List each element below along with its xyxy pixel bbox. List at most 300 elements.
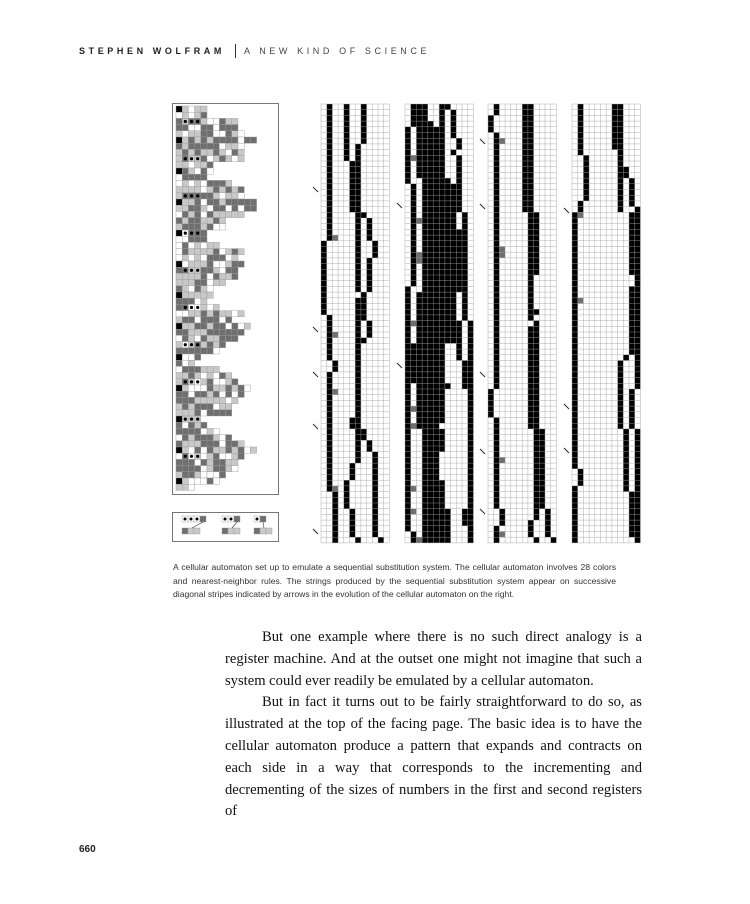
substitution-cell — [207, 397, 213, 403]
automaton-cell — [372, 514, 378, 520]
automaton-cell — [522, 144, 528, 150]
automaton-cell — [445, 338, 451, 344]
automaton-cell — [534, 480, 540, 486]
automaton-cell — [422, 469, 428, 475]
automaton-cell — [372, 497, 378, 503]
substitution-cell — [213, 397, 219, 403]
automaton-cell — [416, 110, 422, 116]
automaton-cell — [462, 292, 468, 298]
automaton-cell — [468, 355, 474, 361]
substitution-cell — [244, 205, 250, 211]
automaton-cell — [635, 492, 641, 498]
automaton-cell — [416, 355, 422, 361]
automaton-cell — [355, 258, 361, 264]
automaton-cell — [355, 304, 361, 310]
automaton-cell — [439, 486, 445, 492]
automaton-cell — [428, 161, 434, 167]
automaton-cell — [327, 440, 333, 446]
diagonal-arrow — [564, 448, 569, 453]
automaton-cell — [629, 520, 635, 526]
automaton-cell — [572, 435, 578, 441]
substitution-cell — [182, 125, 188, 131]
automaton-cell — [534, 252, 540, 258]
automaton-cell — [321, 309, 327, 315]
substitution-cell — [207, 323, 213, 329]
automaton-cell — [445, 235, 451, 241]
automaton-cell — [422, 349, 428, 355]
substitution-cell — [188, 261, 194, 267]
automaton-cell — [327, 372, 333, 378]
automaton-cell — [367, 218, 373, 224]
automaton-cell — [355, 241, 361, 247]
automaton-cell — [428, 526, 434, 532]
automaton-cell — [451, 121, 457, 127]
automaton-cell — [623, 486, 629, 492]
substitution-cell — [188, 466, 194, 472]
substitution-cell — [207, 205, 213, 211]
automaton-cell — [456, 321, 462, 327]
automaton-cell — [635, 212, 641, 218]
automaton-cell — [321, 241, 327, 247]
substitution-cell — [207, 242, 213, 248]
substitution-cell — [188, 335, 194, 341]
automaton-cell — [451, 332, 457, 338]
substitution-cell — [201, 335, 207, 341]
automaton-cell — [428, 497, 434, 503]
automaton-cell — [350, 418, 356, 424]
automaton-cell — [534, 492, 540, 498]
substitution-cell — [188, 205, 194, 211]
substitution-cell — [213, 478, 219, 484]
marker-dot — [196, 418, 199, 421]
substitution-cell — [213, 193, 219, 199]
automaton-cell — [583, 172, 589, 178]
automaton-cell — [361, 110, 367, 116]
automaton-cell — [411, 258, 417, 264]
marker-dot — [196, 306, 199, 309]
automaton-cell — [583, 161, 589, 167]
automaton-cell — [439, 366, 445, 372]
automaton-cell — [528, 155, 534, 161]
automaton-cell — [456, 167, 462, 173]
substitution-cell — [195, 317, 201, 323]
rule-output-cell — [222, 528, 228, 534]
automaton-cell — [462, 315, 468, 321]
automaton-cell — [428, 218, 434, 224]
automaton-cell — [439, 509, 445, 515]
automaton-cell — [434, 423, 440, 429]
automaton-cell — [534, 429, 540, 435]
automaton-cell — [522, 161, 528, 167]
automaton-cell — [422, 343, 428, 349]
substitution-cell — [188, 149, 194, 155]
substitution-cell — [201, 249, 207, 255]
automaton-cell — [422, 138, 428, 144]
automaton-cell — [572, 509, 578, 515]
substitution-cell — [201, 286, 207, 292]
automaton-cell — [445, 104, 451, 110]
automaton-cell — [618, 361, 624, 367]
substitution-cell — [182, 187, 188, 193]
automaton-cell — [572, 292, 578, 298]
automaton-cell — [439, 526, 445, 532]
automaton-cell — [635, 475, 641, 481]
automaton-cell — [355, 406, 361, 412]
automaton-cell — [332, 526, 338, 532]
substitution-cell — [201, 459, 207, 465]
automaton-cell — [612, 104, 618, 110]
automaton-cell — [416, 326, 422, 332]
automaton-cell — [422, 429, 428, 435]
automaton-cell — [355, 207, 361, 213]
automaton-cell — [468, 532, 474, 538]
automaton-cell — [528, 241, 534, 247]
automaton-cell — [534, 537, 540, 543]
automaton-cell — [534, 469, 540, 475]
automaton-cell — [327, 121, 333, 127]
automaton-cell — [494, 537, 500, 543]
substitution-cell — [176, 348, 182, 354]
automaton-cell — [499, 457, 505, 463]
automaton-cell — [434, 161, 440, 167]
substitution-cell — [195, 149, 201, 155]
automaton-cell — [629, 343, 635, 349]
substitution-cell — [182, 273, 188, 279]
automaton-cell — [344, 110, 350, 116]
substitution-cell — [182, 137, 188, 143]
automaton-cell — [355, 349, 361, 355]
automaton-cell — [572, 537, 578, 543]
substitution-cell — [207, 249, 213, 255]
substitution-cell — [195, 298, 201, 304]
automaton-cell — [367, 446, 373, 452]
automaton-cell — [451, 241, 457, 247]
automaton-cell — [422, 509, 428, 515]
automaton-cell — [494, 190, 500, 196]
automaton-cell — [528, 520, 534, 526]
automaton-cell — [434, 475, 440, 481]
substitution-cell — [232, 255, 238, 261]
substitution-cell — [182, 211, 188, 217]
substitution-cell — [188, 286, 194, 292]
substitution-cell — [195, 280, 201, 286]
automaton-cell — [494, 161, 500, 167]
substitution-cell — [213, 348, 219, 354]
automaton-cell — [327, 138, 333, 144]
automaton-cell — [416, 361, 422, 367]
automaton-cell — [572, 497, 578, 503]
substitution-cell — [226, 404, 232, 410]
rule-dot — [196, 518, 199, 521]
automaton-cell — [583, 155, 589, 161]
automaton-cell — [327, 207, 333, 213]
automaton-cell — [468, 486, 474, 492]
automaton-cell — [439, 537, 445, 543]
automaton-cell — [422, 258, 428, 264]
automaton-cell — [629, 178, 635, 184]
automaton-cell — [422, 326, 428, 332]
substitution-cell — [182, 410, 188, 416]
automaton-cell — [572, 463, 578, 469]
automaton-cell — [321, 286, 327, 292]
marker-dot — [184, 194, 187, 197]
automaton-cell — [534, 326, 540, 332]
automaton-cell — [372, 247, 378, 253]
diagonal-arrow — [313, 187, 318, 192]
marker-dot — [196, 120, 199, 123]
substitution-cell — [226, 211, 232, 217]
automaton-cell — [494, 475, 500, 481]
substitution-cell — [219, 447, 225, 453]
substitution-cell — [188, 180, 194, 186]
automaton-cell — [416, 378, 422, 384]
substitution-cell — [238, 149, 244, 155]
substitution-cell — [207, 137, 213, 143]
automaton-cell — [355, 281, 361, 287]
automaton-cell — [428, 389, 434, 395]
automaton-cell — [416, 372, 422, 378]
substitution-cell — [188, 112, 194, 118]
substitution-cell — [226, 385, 232, 391]
automaton-cell — [468, 349, 474, 355]
substitution-cell — [195, 391, 201, 397]
substitution-cell — [182, 218, 188, 224]
automaton-cell — [451, 269, 457, 275]
automaton-cell — [439, 355, 445, 361]
substitution-cell — [176, 280, 182, 286]
automaton-cell — [422, 355, 428, 361]
automaton-cell — [456, 201, 462, 207]
substitution-cell — [176, 205, 182, 211]
automaton-cell — [355, 418, 361, 424]
automaton-cell — [545, 514, 551, 520]
substitution-cell — [232, 131, 238, 137]
automaton-cell — [528, 366, 534, 372]
automaton-cell — [367, 440, 373, 446]
automaton-cell — [629, 201, 635, 207]
automaton-cell — [405, 378, 411, 384]
automaton-cell — [462, 241, 468, 247]
automaton-cell — [372, 252, 378, 258]
automaton-cell — [422, 155, 428, 161]
automaton-cell — [456, 178, 462, 184]
automaton-cell — [327, 167, 333, 173]
automaton-cell — [428, 378, 434, 384]
automaton-cell — [428, 486, 434, 492]
automaton-cell — [405, 469, 411, 475]
substitution-cell — [207, 211, 213, 217]
substitution-cell — [195, 242, 201, 248]
automaton-cell — [321, 258, 327, 264]
substitution-cell — [195, 335, 201, 341]
automaton-cell — [572, 326, 578, 332]
substitution-cell — [188, 459, 194, 465]
automaton-cell — [635, 292, 641, 298]
automaton-cell — [528, 144, 534, 150]
rule-output-cell — [188, 528, 194, 534]
automaton-cell — [572, 252, 578, 258]
automaton-cell — [522, 138, 528, 144]
substitution-cell — [219, 273, 225, 279]
automaton-cell — [618, 395, 624, 401]
substitution-cell — [188, 199, 194, 205]
automaton-cell — [422, 412, 428, 418]
automaton-cell — [428, 201, 434, 207]
automaton-cell — [572, 532, 578, 538]
automaton-cell — [534, 395, 540, 401]
automaton-cell — [635, 315, 641, 321]
automaton-cell — [355, 212, 361, 218]
automaton-cell — [445, 321, 451, 327]
automaton-cell — [332, 532, 338, 538]
automaton-cell — [528, 383, 534, 389]
automaton-cell — [629, 526, 635, 532]
automaton-cell — [422, 526, 428, 532]
automaton-cell — [327, 486, 333, 492]
automaton-cell — [428, 514, 434, 520]
automaton-cell — [439, 235, 445, 241]
automaton-cell — [327, 172, 333, 178]
automaton-cell — [372, 480, 378, 486]
automaton-cell — [635, 366, 641, 372]
substitution-cell — [176, 249, 182, 255]
substitution-cell — [201, 230, 207, 236]
automaton-cell — [422, 235, 428, 241]
automaton-cell — [411, 224, 417, 230]
rule-dot — [230, 518, 233, 521]
automaton-cell — [355, 264, 361, 270]
automaton-cell — [428, 178, 434, 184]
substitution-cell — [201, 125, 207, 131]
marker-dot — [190, 120, 193, 123]
substitution-cell — [207, 373, 213, 379]
substitution-cell — [195, 273, 201, 279]
substitution-cell — [182, 280, 188, 286]
substitution-cell — [195, 354, 201, 360]
substitution-cell — [182, 162, 188, 168]
automaton-cell — [618, 150, 624, 156]
substitution-cell — [195, 131, 201, 137]
automaton-cell — [439, 298, 445, 304]
automaton-cell — [494, 338, 500, 344]
substitution-cell — [226, 118, 232, 124]
automaton-cell — [528, 138, 534, 144]
automaton-cell — [411, 275, 417, 281]
automaton-cell — [350, 532, 356, 538]
automaton-cell — [572, 224, 578, 230]
substitution-cell — [213, 156, 219, 162]
automaton-cell — [428, 133, 434, 139]
substitution-cell — [238, 193, 244, 199]
substitution-cell — [232, 205, 238, 211]
automaton-cell — [522, 104, 528, 110]
automaton-cell — [439, 292, 445, 298]
automaton-cell — [534, 258, 540, 264]
automaton-cell — [439, 338, 445, 344]
substitution-cell — [219, 156, 225, 162]
substitution-cell — [195, 385, 201, 391]
automaton-cell — [635, 463, 641, 469]
substitution-cell — [176, 180, 182, 186]
automaton-cell — [434, 167, 440, 173]
automaton-cell — [545, 509, 551, 515]
automaton-cell — [539, 457, 545, 463]
automaton-cell — [422, 361, 428, 367]
automaton-cell — [422, 440, 428, 446]
automaton-cell — [439, 383, 445, 389]
automaton-cell — [635, 235, 641, 241]
automaton-cell — [528, 275, 534, 281]
automaton-cell — [411, 264, 417, 270]
automaton-cell — [428, 172, 434, 178]
automaton-cell — [327, 412, 333, 418]
automaton-cell — [534, 378, 540, 384]
automaton-cell — [572, 298, 578, 304]
automaton-cell — [468, 406, 474, 412]
automaton-cell — [445, 258, 451, 264]
substitution-cell — [201, 385, 207, 391]
substitution-cell — [238, 249, 244, 255]
automaton-cell — [494, 212, 500, 218]
substitution-cell — [176, 267, 182, 273]
automaton-cell — [635, 281, 641, 287]
automaton-cell — [434, 395, 440, 401]
automaton-cell — [428, 247, 434, 253]
marker-dot — [190, 157, 193, 160]
automaton-cell — [445, 229, 451, 235]
substitution-cell — [232, 459, 238, 465]
automaton-cell — [488, 121, 494, 127]
automaton-cell — [428, 252, 434, 258]
automaton-cell — [445, 281, 451, 287]
substitution-cell — [201, 131, 207, 137]
automaton-cell — [355, 400, 361, 406]
automaton-cell — [416, 155, 422, 161]
substitution-cell — [188, 373, 194, 379]
automaton-cell — [428, 395, 434, 401]
substitution-cell — [176, 453, 182, 459]
automaton-cell — [355, 275, 361, 281]
automaton-cell — [355, 167, 361, 173]
automaton-cell — [434, 207, 440, 213]
automaton-cell — [635, 361, 641, 367]
automaton-cell — [583, 178, 589, 184]
automaton-cell — [416, 400, 422, 406]
substitution-cell — [213, 205, 219, 211]
automaton-cell — [572, 503, 578, 509]
automaton-cell — [445, 207, 451, 213]
substitution-cell — [232, 125, 238, 131]
substitution-cell — [176, 131, 182, 137]
automaton-cell — [428, 429, 434, 435]
automaton-cell — [416, 423, 422, 429]
automaton-cell — [572, 418, 578, 424]
substitution-cell — [188, 329, 194, 335]
automaton-cell — [434, 269, 440, 275]
substitution-cell — [213, 180, 219, 186]
automaton-cell — [629, 514, 635, 520]
substitution-cell — [201, 205, 207, 211]
automaton-cell — [405, 150, 411, 156]
substitution-cell — [213, 404, 219, 410]
automaton-cell — [428, 480, 434, 486]
automaton-cell — [439, 172, 445, 178]
substitution-cell — [226, 149, 232, 155]
diagonal-arrow — [313, 327, 318, 332]
substitution-cell — [176, 162, 182, 168]
automaton-cell — [355, 537, 361, 543]
substitution-cell — [201, 397, 207, 403]
